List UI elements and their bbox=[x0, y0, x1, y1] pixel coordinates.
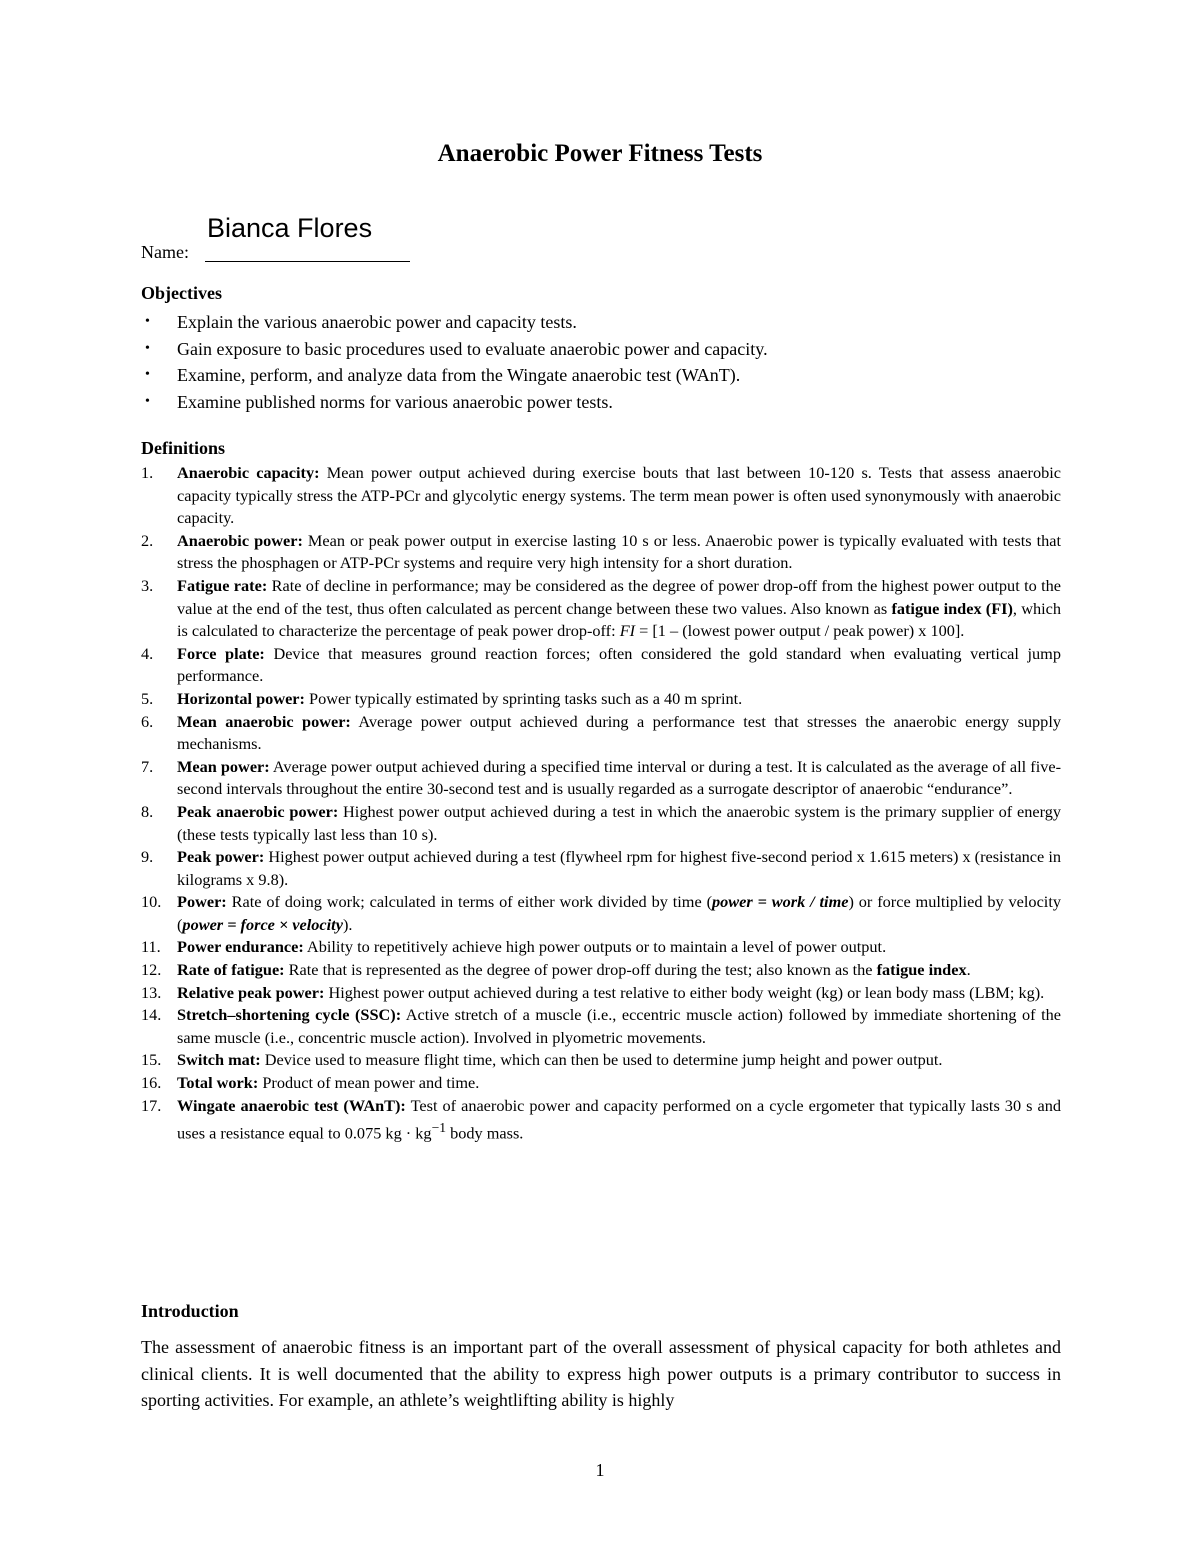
definition-item: 2. Anaerobic power: Mean or peak power output in exercise lasting 10 s or less. Anaerobic power is typically evaluated with tests that stress the phosphagen or ATP-PCr systems and require very high intensity for a short duration. bbox=[141, 530, 1061, 573]
definition-term: Force plate: bbox=[177, 643, 265, 663]
definition-term: Anaerobic power: bbox=[177, 530, 303, 550]
definitions-list bbox=[141, 462, 1061, 1145]
definition-item: 13. Relative peak power: Highest power output achieved during a test relative to either body weight (kg) or lean body mass (LBM; kg). bbox=[141, 982, 1045, 1002]
definition-term: Relative peak power: bbox=[177, 982, 325, 1002]
definition-term: Peak anaerobic power: bbox=[177, 801, 339, 821]
objectives-list bbox=[141, 309, 1061, 416]
definition-item: 6. Mean anaerobic power: Average power output achieved during a performance test that stresses the anaerobic energy supply mechanisms. bbox=[141, 711, 1061, 754]
bullet-icon: • bbox=[145, 340, 150, 356]
list-item: • Explain the various anaerobic power and capacity tests. bbox=[141, 309, 1061, 336]
definition-term: Switch mat: bbox=[177, 1050, 261, 1070]
objectives-heading: Objectives bbox=[141, 283, 222, 303]
definition-item: 8. Peak anaerobic power: Highest power output achieved during a test in which the anaerobic system is the primary supplier of energy (these tests typically last less than 10 s). bbox=[141, 801, 1061, 844]
definition-item: 3. Fatigue rate: Rate of decline in performance; may be considered as the degree of power drop-off from the highest power output to the value at the end of the test, thus often calculated as percent change between these two values. Also known as fatigue index (FI), which is calculated to characterize the percentage of peak power drop-off: FI = [1 – (lowest power output / peak power) x 100]. bbox=[141, 575, 1061, 641]
bullet-icon: • bbox=[145, 314, 150, 329]
definition-item: 12. Rate of fatigue: Rate that is represented as the degree of power drop-off during the test; also known as the fatigue index. bbox=[141, 960, 971, 980]
definition-term: Power endurance: bbox=[177, 937, 304, 957]
name-label: Name: bbox=[141, 242, 189, 262]
document-title: Anaerobic Power Fitness Tests bbox=[437, 140, 763, 167]
list-item: • Gain exposure to basic procedures used to evaluate anaerobic power and capacity. bbox=[141, 336, 1061, 363]
introduction-paragraph: The assessment of anaerobic fitness is an important part of the overall assessment of physical capacity for both athletes and clinical clients. It is well documented that the ability to express high power outputs is a primary contributor to success in sporting activities. For example, an athlete’s weightlifting ability is highly bbox=[141, 1337, 1061, 1410]
page-number: 1 bbox=[595, 1460, 605, 1480]
list-item: • Examine, perform, and analyze data from the Wingate anaerobic test (WAnT). bbox=[141, 362, 1061, 389]
introduction-heading: Introduction bbox=[141, 1301, 239, 1321]
definitions-heading: Definitions bbox=[141, 438, 226, 458]
definition-term: Peak power: bbox=[177, 847, 265, 867]
list-item: • Examine published norms for various anaerobic power tests. bbox=[141, 389, 1061, 416]
name-underline bbox=[205, 261, 410, 262]
definition-item: 1. Anaerobic capacity: Mean power output achieved during exercise bouts that last between 10-120 s. Tests that assess anaerobic capacity typically stress the ATP-PCr and glycolytic energy systems. The term mean power is often used synonymously with anaerobic capacity. bbox=[141, 463, 1061, 528]
definition-item: 5. Horizontal power: Power typically estimated by sprinting tasks such as a 40 m sprint. bbox=[141, 688, 743, 708]
definition-term: Horizontal power: bbox=[177, 688, 305, 708]
definition-item: 7. Mean power: Average power output achieved during a specified time interval or during a test. It is calculated as the average of all five-second intervals throughout the entire 30-second test and is usually regarded as a surrogate descriptor of anaerobic “endurance”. bbox=[141, 756, 1062, 799]
definition-term: Stretch–shortening cycle (SSC): bbox=[177, 1005, 402, 1025]
definition-item: 11. Power endurance: Ability to repetitively achieve high power outputs or to maintain a level of power output. bbox=[141, 937, 887, 957]
definition-term: Rate of fatigue: bbox=[177, 960, 285, 980]
bullet-icon: • bbox=[145, 394, 150, 410]
definition-term: Power: bbox=[177, 892, 227, 912]
definition-item: 9. Peak power: Highest power output achieved during a test (flywheel rpm for highest five-second period x 1.615 meters) x (resistance in kilograms x 9.8). bbox=[141, 847, 1061, 889]
definition-term: Wingate anaerobic test (WAnT): bbox=[177, 1095, 406, 1115]
definition-term: Total work: bbox=[177, 1073, 259, 1093]
definition-term: Fatigue rate: bbox=[177, 575, 268, 595]
definition-item: 14. Stretch–shortening cycle (SSC): Active stretch of a muscle (i.e., eccentric muscle action) followed by immediate shortening of the same muscle (i.e., concentric muscle action). Involved in plyometric movements. bbox=[141, 1005, 1061, 1047]
definition-term: Mean anaerobic power: bbox=[177, 711, 351, 731]
definition-item: 17. Wingate anaerobic test (WAnT): Test of anaerobic power and capacity performed on a cycle ergometer that typically lasts 30 s and uses a resistance equal to 0.075 kg · $kg^{-1}$ body mass. bbox=[141, 1095, 1061, 1143]
definition-item: 16. Total work: Product of mean power and time. bbox=[141, 1073, 480, 1093]
bullet-icon: • bbox=[145, 367, 150, 383]
definition-item: 10. Power: Rate of doing work; calculated in terms of either work divided by time (power = work / time) or force multiplied by velocity (power = force × velocity). bbox=[141, 892, 1061, 934]
definition-item: 15. Switch mat: Device used to measure flight time, which can then be used to determine jump height and power output. bbox=[141, 1050, 943, 1070]
definition-item: 4. Force plate: Device that measures ground reaction forces; often considered the gold standard when evaluating vertical jump performance. bbox=[141, 643, 1061, 686]
name-handwritten-value: Bianca Flores bbox=[207, 213, 373, 243]
definition-term: Mean power: bbox=[177, 756, 270, 776]
definition-term: Anaerobic capacity: bbox=[177, 463, 320, 482]
